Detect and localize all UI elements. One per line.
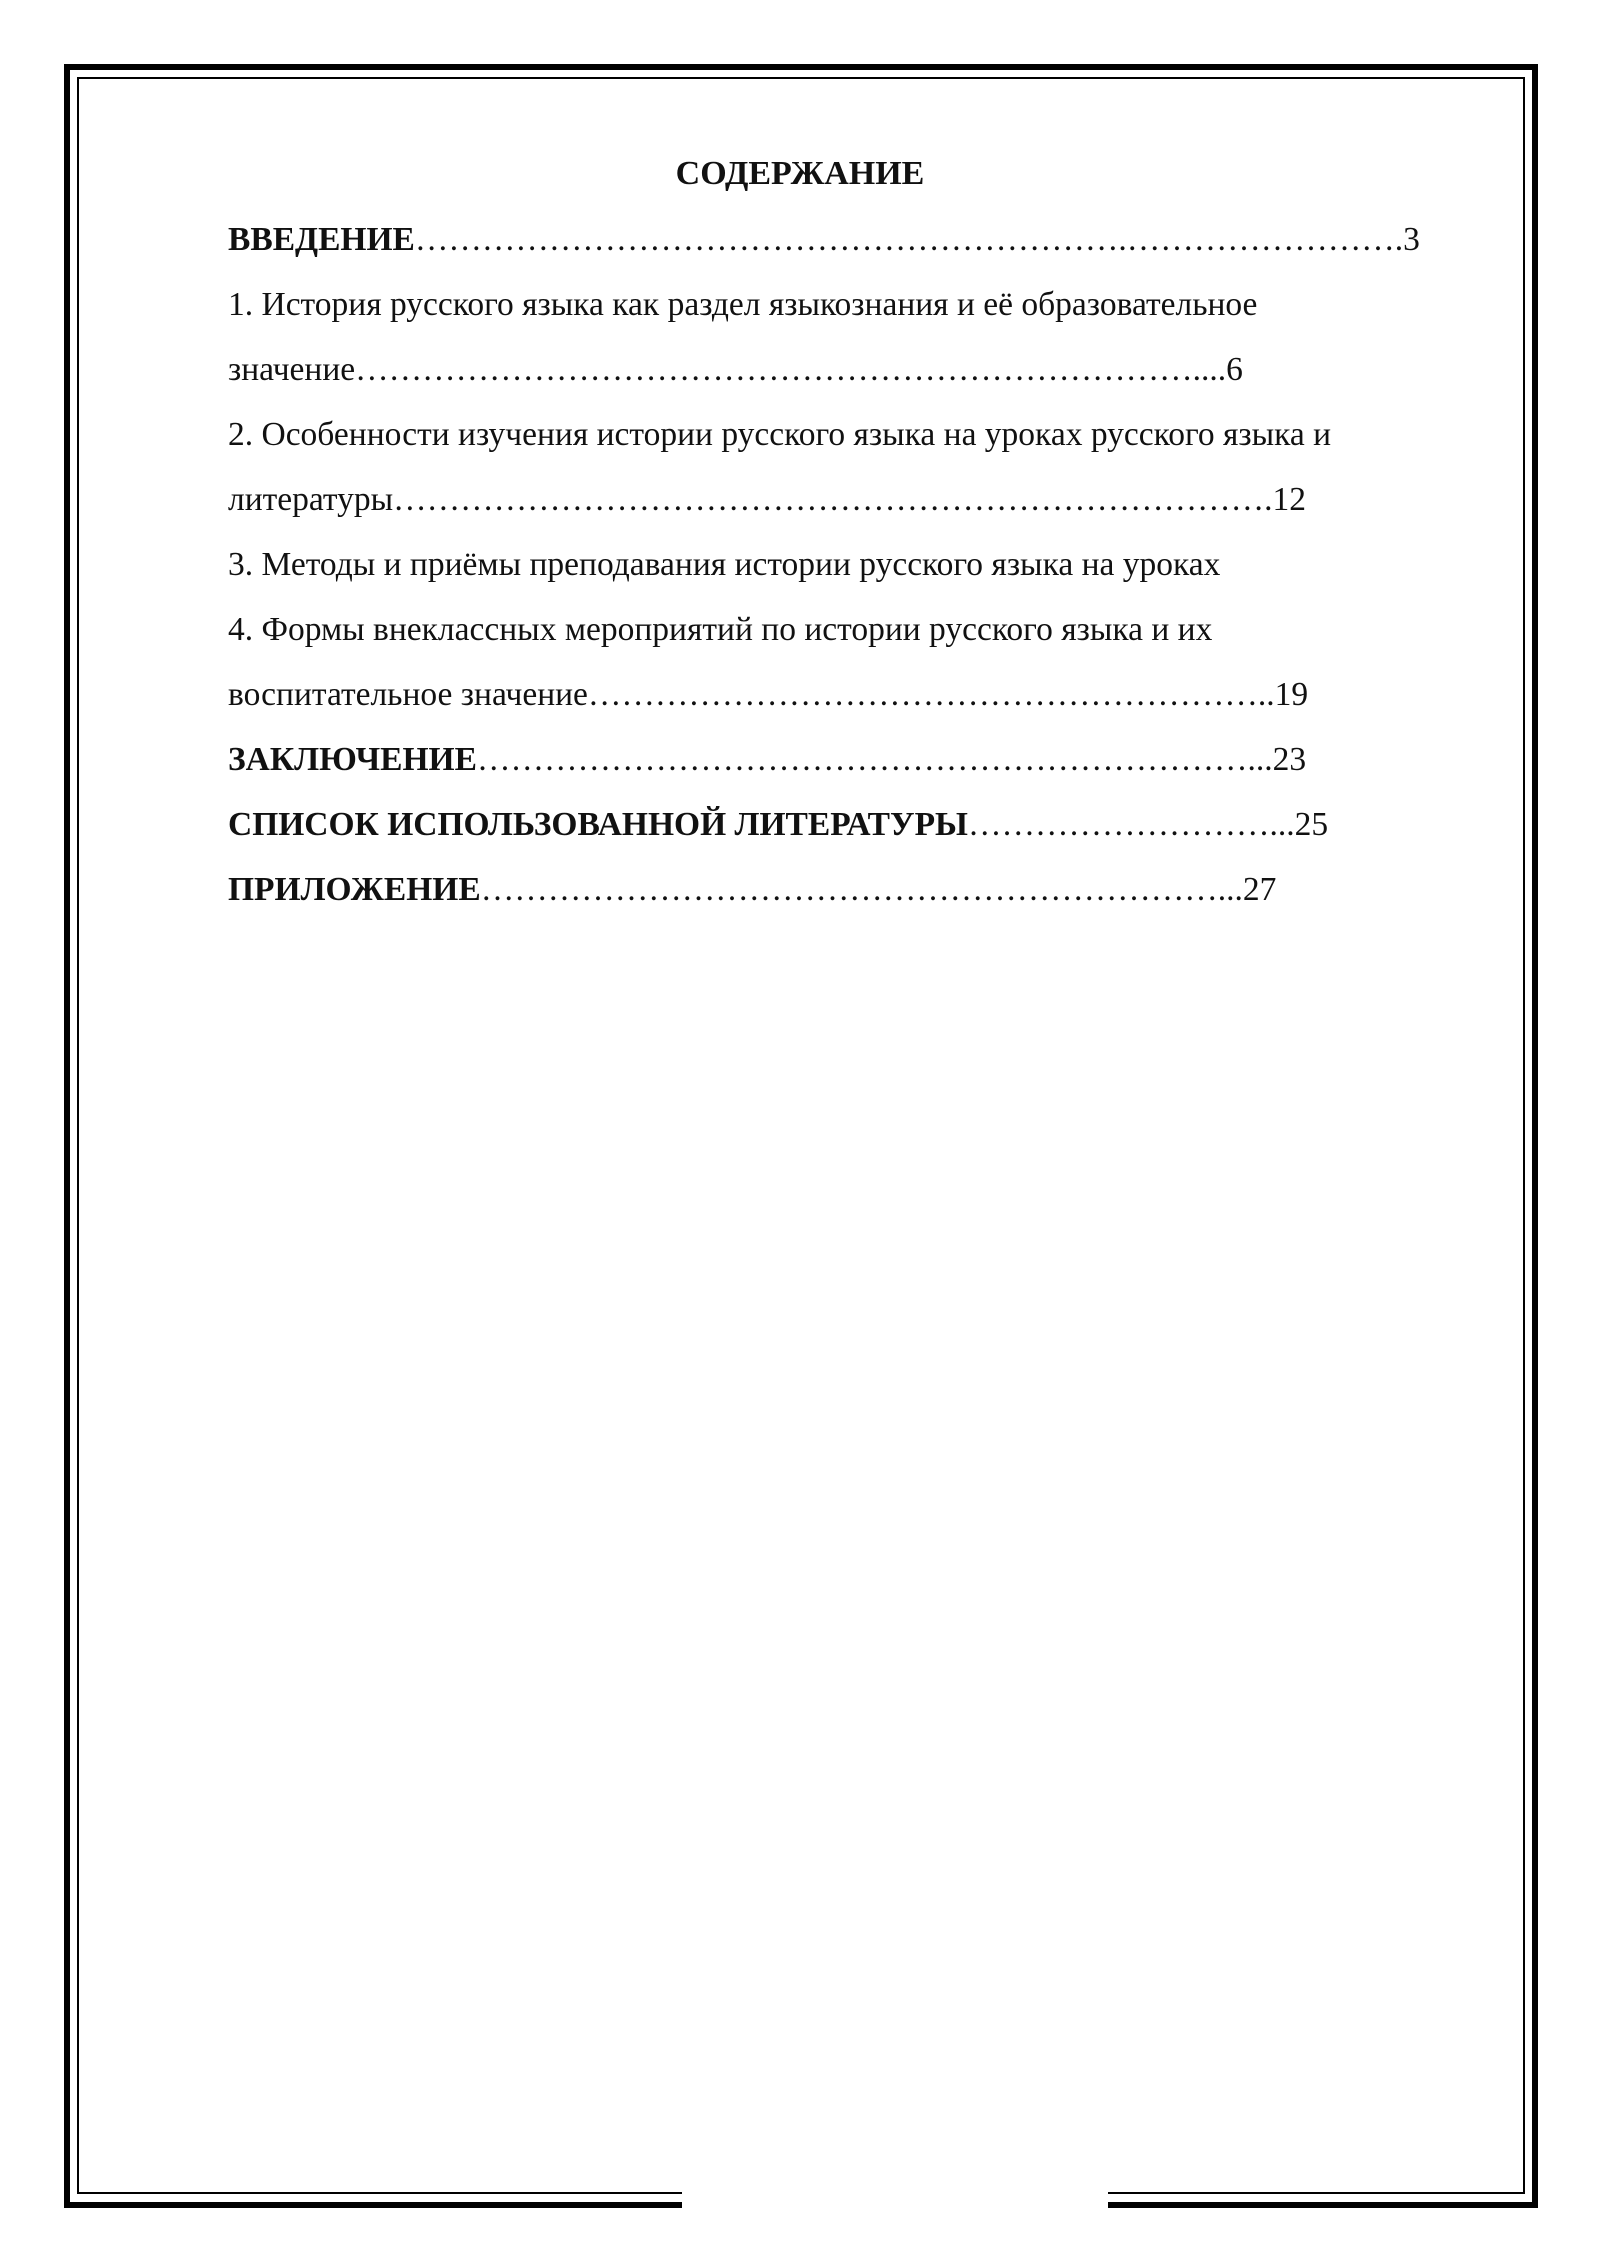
toc-leader: ……………………………………………………….…………………….3 [414,221,1420,258]
toc-entry-3[interactable]: 3. Методы и приёмы преподавания истории русского языка на уроках [228,546,1221,583]
toc-leader: ………………………...25 [967,806,1329,843]
border-bottom-outer-right [1108,2202,1538,2208]
border-top-inner [77,77,1525,79]
toc-entry-4-line-2[interactable]: воспитательное значение……………………………………………………..19 [228,676,1309,713]
toc-entry-1-line-1[interactable]: 1. История русского языка как раздел языкознания и её образовательное [228,286,1258,323]
toc-entry-references[interactable] [228,803,1490,847]
toc-heading: ЗАКЛЮЧЕНИЕ [228,741,477,778]
toc-entry-2-line-1[interactable]: 2. Особенности изучения истории русского языка на уроках русского языка и [228,416,1332,453]
toc-leader: …………………………………………………………...27 [480,871,1277,908]
toc-entry-1-line-2[interactable]: значение…………………………………………………………………....6 [228,351,1243,388]
toc-entry-4-line-1[interactable]: 4. Формы внеклассных мероприятий по истории русского языка и их [228,611,1213,648]
toc-heading: ВВЕДЕНИЕ [228,221,415,258]
toc-title: СОДЕРЖАНИЕ [675,155,925,192]
toc-entry-conclusion[interactable] [228,738,1490,782]
border-right-outer [1532,64,1538,2208]
border-bottom-inner-right [1108,2192,1525,2194]
border-top-outer [64,64,1538,70]
border-left-inner [77,77,79,2194]
toc-entry-introduction[interactable] [228,218,1490,262]
toc-entry-2-line-2[interactable]: литературы…………………………………………………………………….12 [228,481,1306,518]
toc-heading: СПИСОК ИСПОЛЬЗОВАННОЙ ЛИТЕРАТУРЫ [228,806,968,843]
border-left-outer [64,64,70,2208]
toc-heading: ПРИЛОЖЕНИЕ [228,871,481,908]
border-bottom-inner-left [77,2192,682,2194]
border-bottom-outer-left [64,2202,682,2208]
toc-leader: ……………………………………………………………...23 [476,741,1307,778]
toc-entry-appendix[interactable] [228,868,1490,912]
border-right-inner [1523,77,1525,2194]
